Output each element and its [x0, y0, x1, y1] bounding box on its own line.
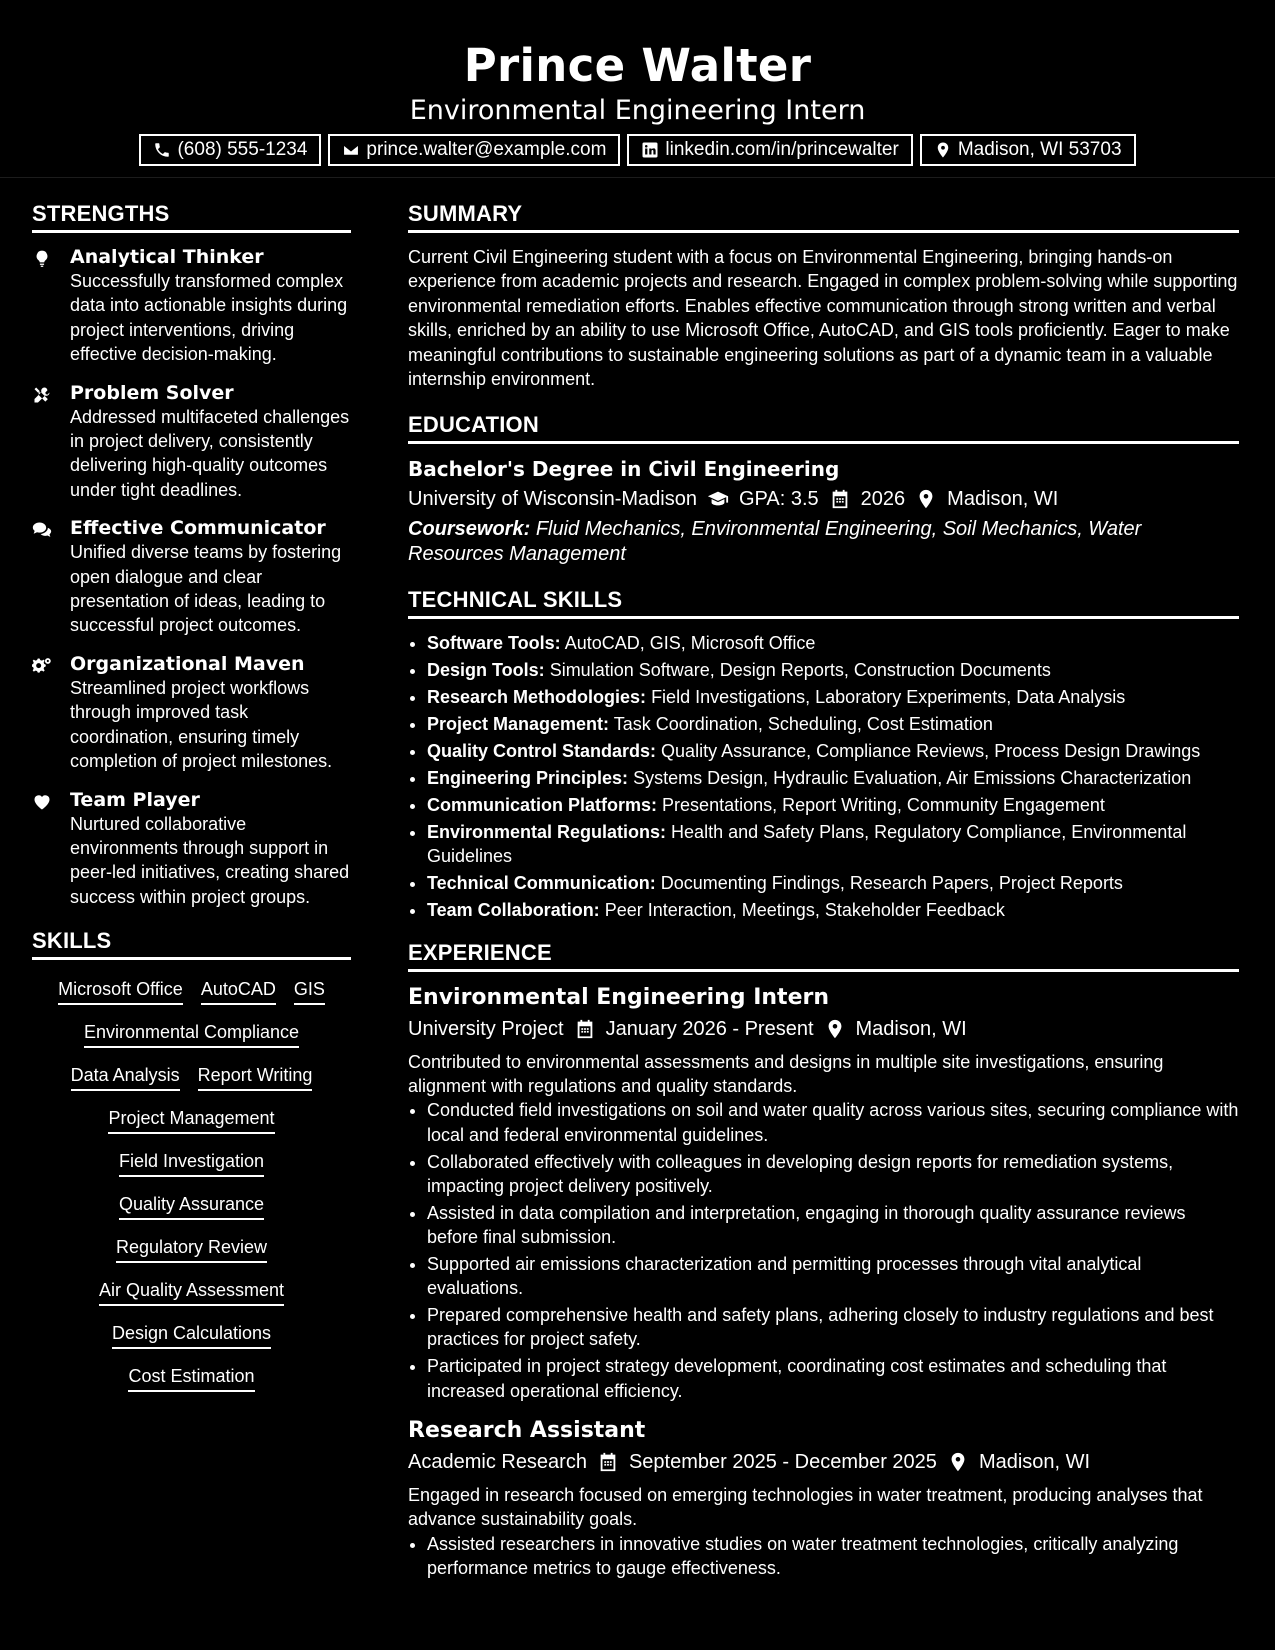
skills-heading: SKILLS [32, 927, 351, 960]
list-item: • Project Management: Task Coordination, Scheduling, Cost Estimation [427, 712, 1239, 736]
strength-desc: Successfully transformed complex data into actionable insights during project interventions, driving effective decision-making. [70, 271, 348, 365]
list-item: • Research Methodologies: Field Investigations, Laboratory Experiments, Data Analysis [427, 685, 1239, 709]
list-item: • Communication Platforms: Presentations, Report Writing, Community Engagement [427, 793, 1239, 817]
skill-tag: Quality Assurance [119, 1193, 264, 1220]
candidate-title: Environmental Engineering Intern [409, 95, 866, 126]
job-org: University Project [408, 1017, 564, 1040]
skill-tag: GIS [294, 978, 325, 1005]
skill-tag: Microsoft Office [58, 978, 183, 1005]
strength-desc: Unified diverse teams by fostering open dialogue and clear presentation of ideas, leading to successful project outcomes. [70, 542, 342, 636]
map-marker-icon [947, 1451, 969, 1473]
education-gpa: GPA: 3.5 [738, 488, 819, 511]
list-item: • Collaborated effectively with colleagues in developing design reports for remediation systems, impacting project delivery positively. [427, 1150, 1239, 1198]
coursework-label: Coursework: [408, 518, 531, 541]
graduation-cap-icon [707, 488, 729, 510]
experience-heading: EXPERIENCE [408, 939, 1239, 972]
skill-tag: Design Calculations [112, 1322, 271, 1349]
phone-text: (608) 555-1234 [177, 139, 308, 160]
candidate-name: Prince Walter [463, 39, 812, 92]
list-item: • Engineering Principles: Systems Design, Hydraulic Evaluation, Air Emissions Characterization [427, 766, 1239, 790]
job-org: Academic Research [408, 1450, 587, 1473]
skill-tag: Data Analysis [71, 1064, 180, 1091]
strength-item [32, 516, 351, 638]
contact-linkedin[interactable] [627, 134, 912, 166]
summary-heading: SUMMARY [408, 200, 1239, 233]
comments-icon [32, 520, 52, 540]
job-location: Madison, WI [978, 1450, 1091, 1473]
job-description: Contributed to environmental assessments and designs in multiple site investigations, ensuring alignment with regulations and quality standards. [408, 1051, 1164, 1097]
coursework-list: Fluid Mechanics, Environmental Engineering, Soil Mechanics, Water Resources Management [408, 518, 1142, 565]
job-title: Environmental Engineering Intern [408, 984, 830, 1010]
strength-title: Effective Communicator [70, 517, 326, 540]
strength-title: Team Player [70, 788, 200, 811]
map-marker-icon [915, 488, 937, 510]
list-item: • Technical Communication: Documenting Findings, Research Papers, Project Reports [427, 871, 1239, 895]
map-marker-icon [934, 141, 952, 159]
contact-email[interactable] [328, 134, 620, 166]
strength-title: Organizational Maven [70, 652, 305, 675]
skill-tag: Report Writing [198, 1064, 313, 1091]
strength-item [32, 381, 351, 503]
job-meta [408, 1014, 1239, 1044]
tools-icon [32, 385, 52, 405]
strength-title: Problem Solver [70, 381, 234, 404]
job-bullets [408, 1532, 1239, 1580]
education-school: University of Wisconsin-Madison [408, 488, 697, 511]
gears-icon [32, 656, 52, 676]
education-year: 2026 [860, 488, 906, 511]
strength-desc: Streamlined project workflows through improved task coordination, ensuring timely completion of project milestones. [70, 677, 333, 772]
strength-desc: Nurtured collaborative environments through support in peer-led initiatives, creating shared success within project groups. [70, 813, 350, 907]
list-item: • Environmental Regulations: Health and Safety Plans, Regulatory Compliance, Environmental Guidelines [427, 820, 1239, 868]
job-dates: January 2026 - Present [605, 1017, 814, 1040]
job-entry [408, 984, 1239, 1403]
envelope-icon [342, 141, 360, 159]
summary-text: Current Civil Engineering student with a focus on Environmental Engineering, bringing hands-on experience from academic projects and research. Engaged in complex problem-solving while supporting environmental remediation efforts. Enables effective communication through strong written and verbal skills, enriched by an ability to use Microsoft Office, AutoCAD, and GIS tools proficiently. Eager to make meaningful contributions to sustainable engineering solutions as part of a dynamic team in a valuable internship environment. [408, 247, 1238, 390]
job-title: Research Assistant [408, 1417, 646, 1443]
list-item: • Participated in project strategy development, coordinating cost estimates and scheduling that increased operational efficiency. [427, 1354, 1239, 1402]
linkedin-text: linkedin.com/in/princewalter [665, 139, 899, 160]
heart-icon [32, 792, 52, 812]
job-bullets [408, 1098, 1239, 1402]
lightbulb-icon [32, 249, 52, 269]
strength-item [32, 652, 351, 774]
contact-bar [0, 134, 1275, 166]
strength-item [32, 245, 351, 367]
list-item: • Quality Control Standards: Quality Assurance, Compliance Reviews, Process Design Drawings [427, 739, 1239, 763]
list-item: • Assisted in data compilation and interpretation, engaging in thorough quality assurance reviews before final submission. [427, 1201, 1239, 1249]
job-location: Madison, WI [855, 1017, 967, 1040]
map-marker-icon [824, 1018, 846, 1040]
email-text: prince.walter@example.com [366, 139, 607, 160]
job-dates: September 2025 - December 2025 [628, 1450, 937, 1473]
list-item: • Supported air emissions characterization and permitting processes through vital analytical evaluations. [427, 1252, 1239, 1300]
calendar-icon [597, 1451, 619, 1473]
skill-tag: Air Quality Assessment [99, 1279, 284, 1306]
list-item: • Assisted researchers in innovative studies on water treatment technologies, critically analyzing performance metrics to gauge effectiveness. [427, 1532, 1239, 1580]
list-item: • Team Collaboration: Peer Interaction, Meetings, Stakeholder Feedback [427, 898, 1239, 922]
skill-tag: Regulatory Review [116, 1236, 267, 1263]
strengths-heading: STRENGTHS [32, 200, 351, 233]
skill-tag: Field Investigation [119, 1150, 264, 1177]
education-coursework [408, 517, 1239, 566]
strength-title: Analytical Thinker [70, 246, 264, 268]
strength-desc: Addressed multifaceted challenges in project delivery, consistently delivering high-quality outcomes under tight deadlines. [70, 406, 350, 500]
skill-tag: Cost Estimation [128, 1365, 254, 1392]
job-meta [408, 1447, 1239, 1477]
education-heading: EDUCATION [408, 411, 1239, 444]
job-entry [408, 1417, 1239, 1580]
education-location: Madison, WI [947, 488, 1059, 511]
education-degree: Bachelor's Degree in Civil Engineering [408, 457, 840, 482]
skills-list [32, 978, 351, 1392]
linkedin-icon [641, 141, 659, 159]
location-text: Madison, WI 53703 [957, 139, 1122, 160]
technical-skills-heading: TECHNICAL SKILLS [408, 586, 1239, 619]
contact-phone[interactable] [139, 134, 321, 166]
left-column [32, 200, 351, 1392]
technical-skills-list [408, 631, 1239, 922]
list-item: • Conducted field investigations on soil and water quality across various sites, securing compliance with local and federal environmental guidelines. [427, 1098, 1239, 1146]
list-item: • Prepared comprehensive health and safety plans, adhering closely to industry regulations and best practices for project safety. [427, 1303, 1239, 1351]
calendar-icon [829, 488, 851, 510]
skills-section [32, 927, 351, 1392]
calendar-icon [574, 1018, 596, 1040]
phone-icon [153, 141, 171, 159]
skill-tag: Project Management [108, 1107, 274, 1134]
education-meta [408, 484, 1239, 514]
skill-tag: AutoCAD [201, 978, 276, 1005]
contact-location [920, 134, 1136, 166]
resume-header [0, 0, 1275, 178]
strength-item [32, 788, 351, 910]
list-item: • Software Tools: AutoCAD, GIS, Microsoft Office [427, 631, 1239, 655]
right-column [408, 200, 1239, 1583]
job-description: Engaged in research focused on emerging technologies in water treatment, producing analyses that advance sustainability goals. [408, 1484, 1203, 1530]
list-item: • Design Tools: Simulation Software, Design Reports, Construction Documents [427, 658, 1239, 682]
skill-tag: Environmental Compliance [84, 1021, 299, 1048]
